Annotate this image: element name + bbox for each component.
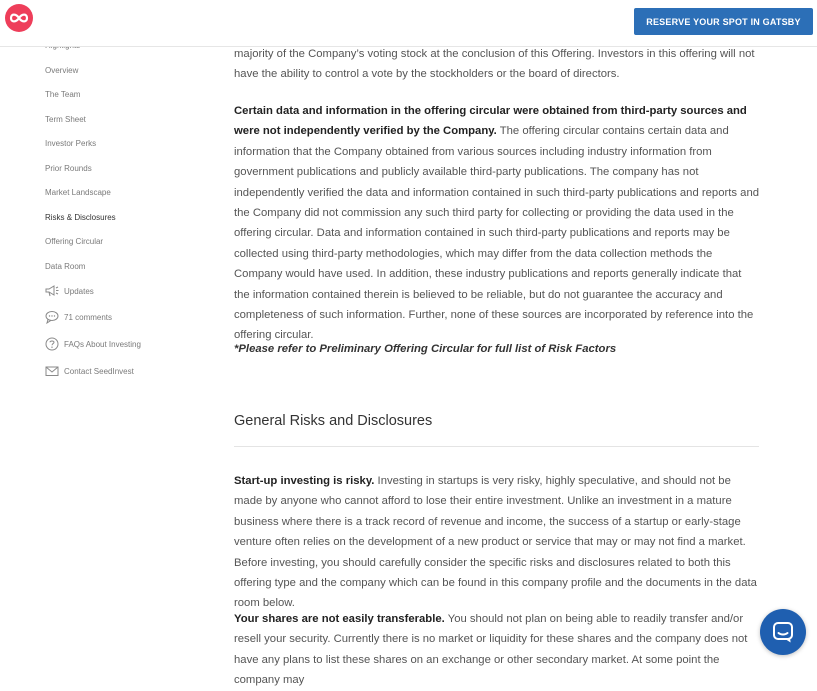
infinity-logo-icon[interactable] <box>5 4 33 32</box>
sidebar-item-team[interactable]: The Team <box>45 90 81 99</box>
sidebar-item-risks-disclosures[interactable]: Risks & Disclosures <box>45 213 116 222</box>
sidebar-item-contact[interactable] <box>45 364 134 378</box>
sidebar-item-investor-perks[interactable]: Investor Perks <box>45 139 97 148</box>
paragraph-voting-stock <box>234 44 760 85</box>
envelope-icon <box>45 364 59 378</box>
sidebar-item-updates[interactable] <box>45 284 94 298</box>
paragraph-transferability <box>234 609 760 691</box>
megaphone-icon <box>45 284 59 298</box>
paragraph-startup-risk <box>234 471 760 614</box>
sidebar-item-market-landscape[interactable]: Market Landscape <box>45 188 111 197</box>
sidebar-item-faqs[interactable] <box>45 337 141 351</box>
sidebar-item-label: FAQs About Investing <box>64 339 141 349</box>
chat-launcher-button[interactable] <box>760 609 806 655</box>
paragraph-body: Investing in startups is very risky, highly speculative, and should not be made by anyone who cannot afford to lose their entire investment. Unlike an investment in a mature business where there is a track record of revenue and income, the success of a startup or early-stage venture often relies on the development of a new product or service that may or may not find a market. Before investing, you should carefully consider the specific risks and disclosures related to both this offering type and the company which can be found in this company profile and the documents in the data room below. <box>234 475 757 610</box>
paragraph-lead: Certain data and information in the offering circular were obtained from third-party sources and were not independently verified by the Company. <box>234 105 747 138</box>
top-bar <box>0 0 817 47</box>
risk-factors-note: *Please refer to Preliminary Offering Circular for full list of Risk Factors <box>234 343 617 355</box>
paragraph-body: You should not plan on being able to readily transfer and/or resell your security. Currently there is no market or liquidity for these shares and the company does not have any plans to list these shares on an exchange or other secondary market. At some point the company may <box>234 613 748 687</box>
sidebar-item-label: Updates <box>64 286 94 296</box>
paragraph-lead: Your shares are not easily transferable. <box>234 613 445 625</box>
sidebar-item-overview[interactable]: Overview <box>45 66 79 75</box>
paragraph-body: The offering circular contains certain data and information that the Company obtained from various sources including industry information from government publications and publicly available third-party publications. The company has not independently verified the data and information contained in such third-party publications and reports and the Company did not commission any such third party for collecting or providing the data used in the offering circular. Data and information contained in such third-party publications and reports may be collected using third-party methodologies, which may differ from the data collection methods the Company would have used. In addition, these industry publications and reports generally indicate that the information contained therein is believed to be reliable, but do not guarantee the accuracy and completeness of such information. Further, none of these sources are incorporated by reference into the offering circular. <box>234 125 760 342</box>
sidebar-item-data-room[interactable]: Data Room <box>45 262 86 271</box>
sidebar-item-term-sheet[interactable]: Term Sheet <box>45 115 86 124</box>
sidebar-item-label: Contact SeedInvest <box>64 366 134 376</box>
section-divider <box>234 446 759 447</box>
comment-icon <box>45 310 59 324</box>
reserve-spot-button[interactable]: RESERVE YOUR SPOT IN GATSBY <box>634 8 813 35</box>
sidebar-item-comments[interactable] <box>45 310 112 324</box>
paragraph-line: majority of the Company’s voting stock at the conclusion of this Offering. Investors in this offering will not <box>234 48 755 60</box>
section-title: General Risks and Disclosures <box>234 413 433 429</box>
sidebar-item-prior-rounds[interactable]: Prior Rounds <box>45 164 92 173</box>
question-icon <box>45 337 59 351</box>
paragraph-lead: Start-up investing is risky. <box>234 475 375 487</box>
paragraph-third-party-data <box>234 101 760 346</box>
sidebar-item-offering-circular[interactable]: Offering Circular <box>45 237 104 246</box>
paragraph-line: have the ability to control a vote by the stockholders or the board of directors. <box>234 68 620 81</box>
sidebar-item-label: 71 comments <box>64 312 113 322</box>
